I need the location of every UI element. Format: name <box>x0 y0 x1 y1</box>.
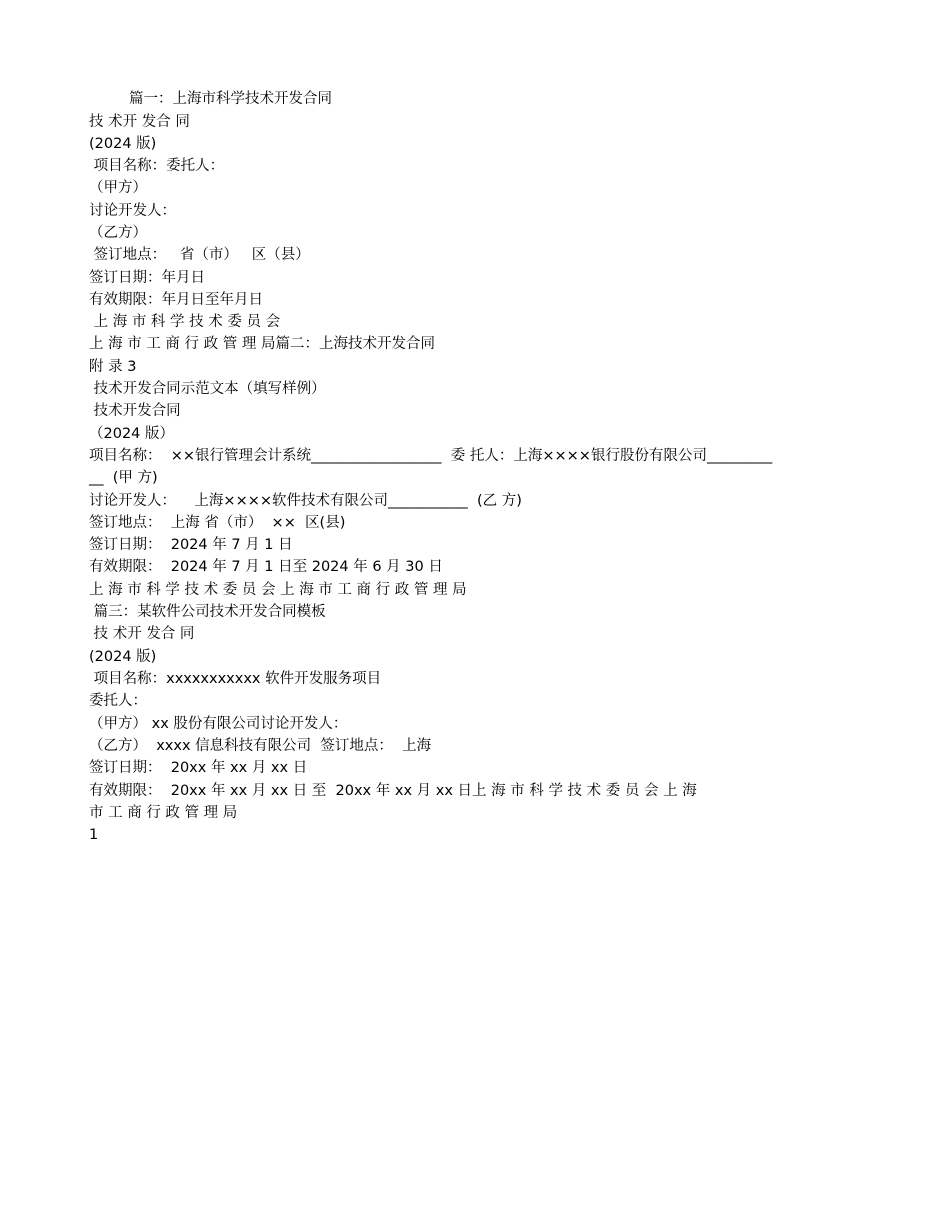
section-3-heading: 篇三：某软件公司技术开发合同模板 <box>89 604 326 620</box>
developer-line-2: 讨论开发人： 上海××××软件技术有限公司___________ (乙 方) <box>89 493 522 509</box>
authorities-line-2: 上 海 市 科 学 技 术 委 员 会 上 海 市 工 商 行 政 管 理 局 <box>89 582 467 598</box>
contract-version-2: （2024 版） <box>89 426 175 442</box>
sample-text-title: 技术开发合同示范文本（填写样例） <box>89 381 326 397</box>
project-name-line: 项目名称：委托人： <box>89 158 225 174</box>
signing-place-line: 签订地点： 省（市） 区（县） <box>89 247 310 263</box>
bureau-section-2-line: 上 海 市 工 商 行 政 管 理 局篇二：上海技术开发合同 <box>89 336 435 352</box>
party-b-label: （乙方） <box>89 225 147 241</box>
party-b-line-3: （乙方） xxxx 信息科技有限公司 签订地点： 上海 <box>89 738 432 754</box>
client-line-3: 委托人： <box>89 693 147 709</box>
contract-version-3: (2024 版) <box>89 649 157 665</box>
party-a-line-2: __ (甲 方) <box>89 470 158 486</box>
bureau-line-3: 市 工 商 行 政 管 理 局 <box>89 805 238 821</box>
contract-title-3: 技 术开 发合 同 <box>89 626 195 642</box>
page-number: 1 <box>89 827 99 843</box>
signing-place-line-2: 签订地点： 上海 省（市） ×× 区(县) <box>89 515 346 531</box>
developer-line: 讨论开发人： <box>89 203 176 219</box>
commission-line: 上 海 市 科 学 技 术 委 员 会 <box>89 314 281 330</box>
signing-date-line: 签订日期：年月日 <box>89 270 205 286</box>
party-a-line-3: （甲方） xx 股份有限公司讨论开发人： <box>89 716 348 732</box>
contract-title-2: 技术开发合同 <box>89 403 181 419</box>
signing-date-line-2: 签订日期： 2024 年 7 月 1 日 <box>89 537 293 553</box>
project-name-line-3: 项目名称：xxxxxxxxxxx 软件开发服务项目 <box>89 671 382 687</box>
contract-title: 技 术开 发合 同 <box>89 114 190 130</box>
project-name-line-2: 项目名称： ××银行管理会计系统__________________ 委 托人：上海××××银行股份有限公司_________ <box>89 448 773 464</box>
validity-line-2: 有效期限： 2024 年 7 月 1 日至 2024 年 6 月 30 日 <box>89 559 443 575</box>
appendix-line: 附 录 3 <box>89 359 137 375</box>
contract-version: (2024 版) <box>89 136 157 152</box>
section-1-heading: 篇一：上海市科学技术开发合同 <box>129 91 332 107</box>
signing-date-line-3: 签订日期： 20xx 年 xx 月 xx 日 <box>89 760 308 776</box>
validity-line-3: 有效期限： 20xx 年 xx 月 xx 日 至 20xx 年 xx 月 xx 日上 海 市 科 学 技 术 委 员 会 上 海 <box>89 783 697 799</box>
party-a-label: （甲方） <box>89 180 147 196</box>
validity-line: 有效期限：年月日至年月日 <box>89 292 263 308</box>
